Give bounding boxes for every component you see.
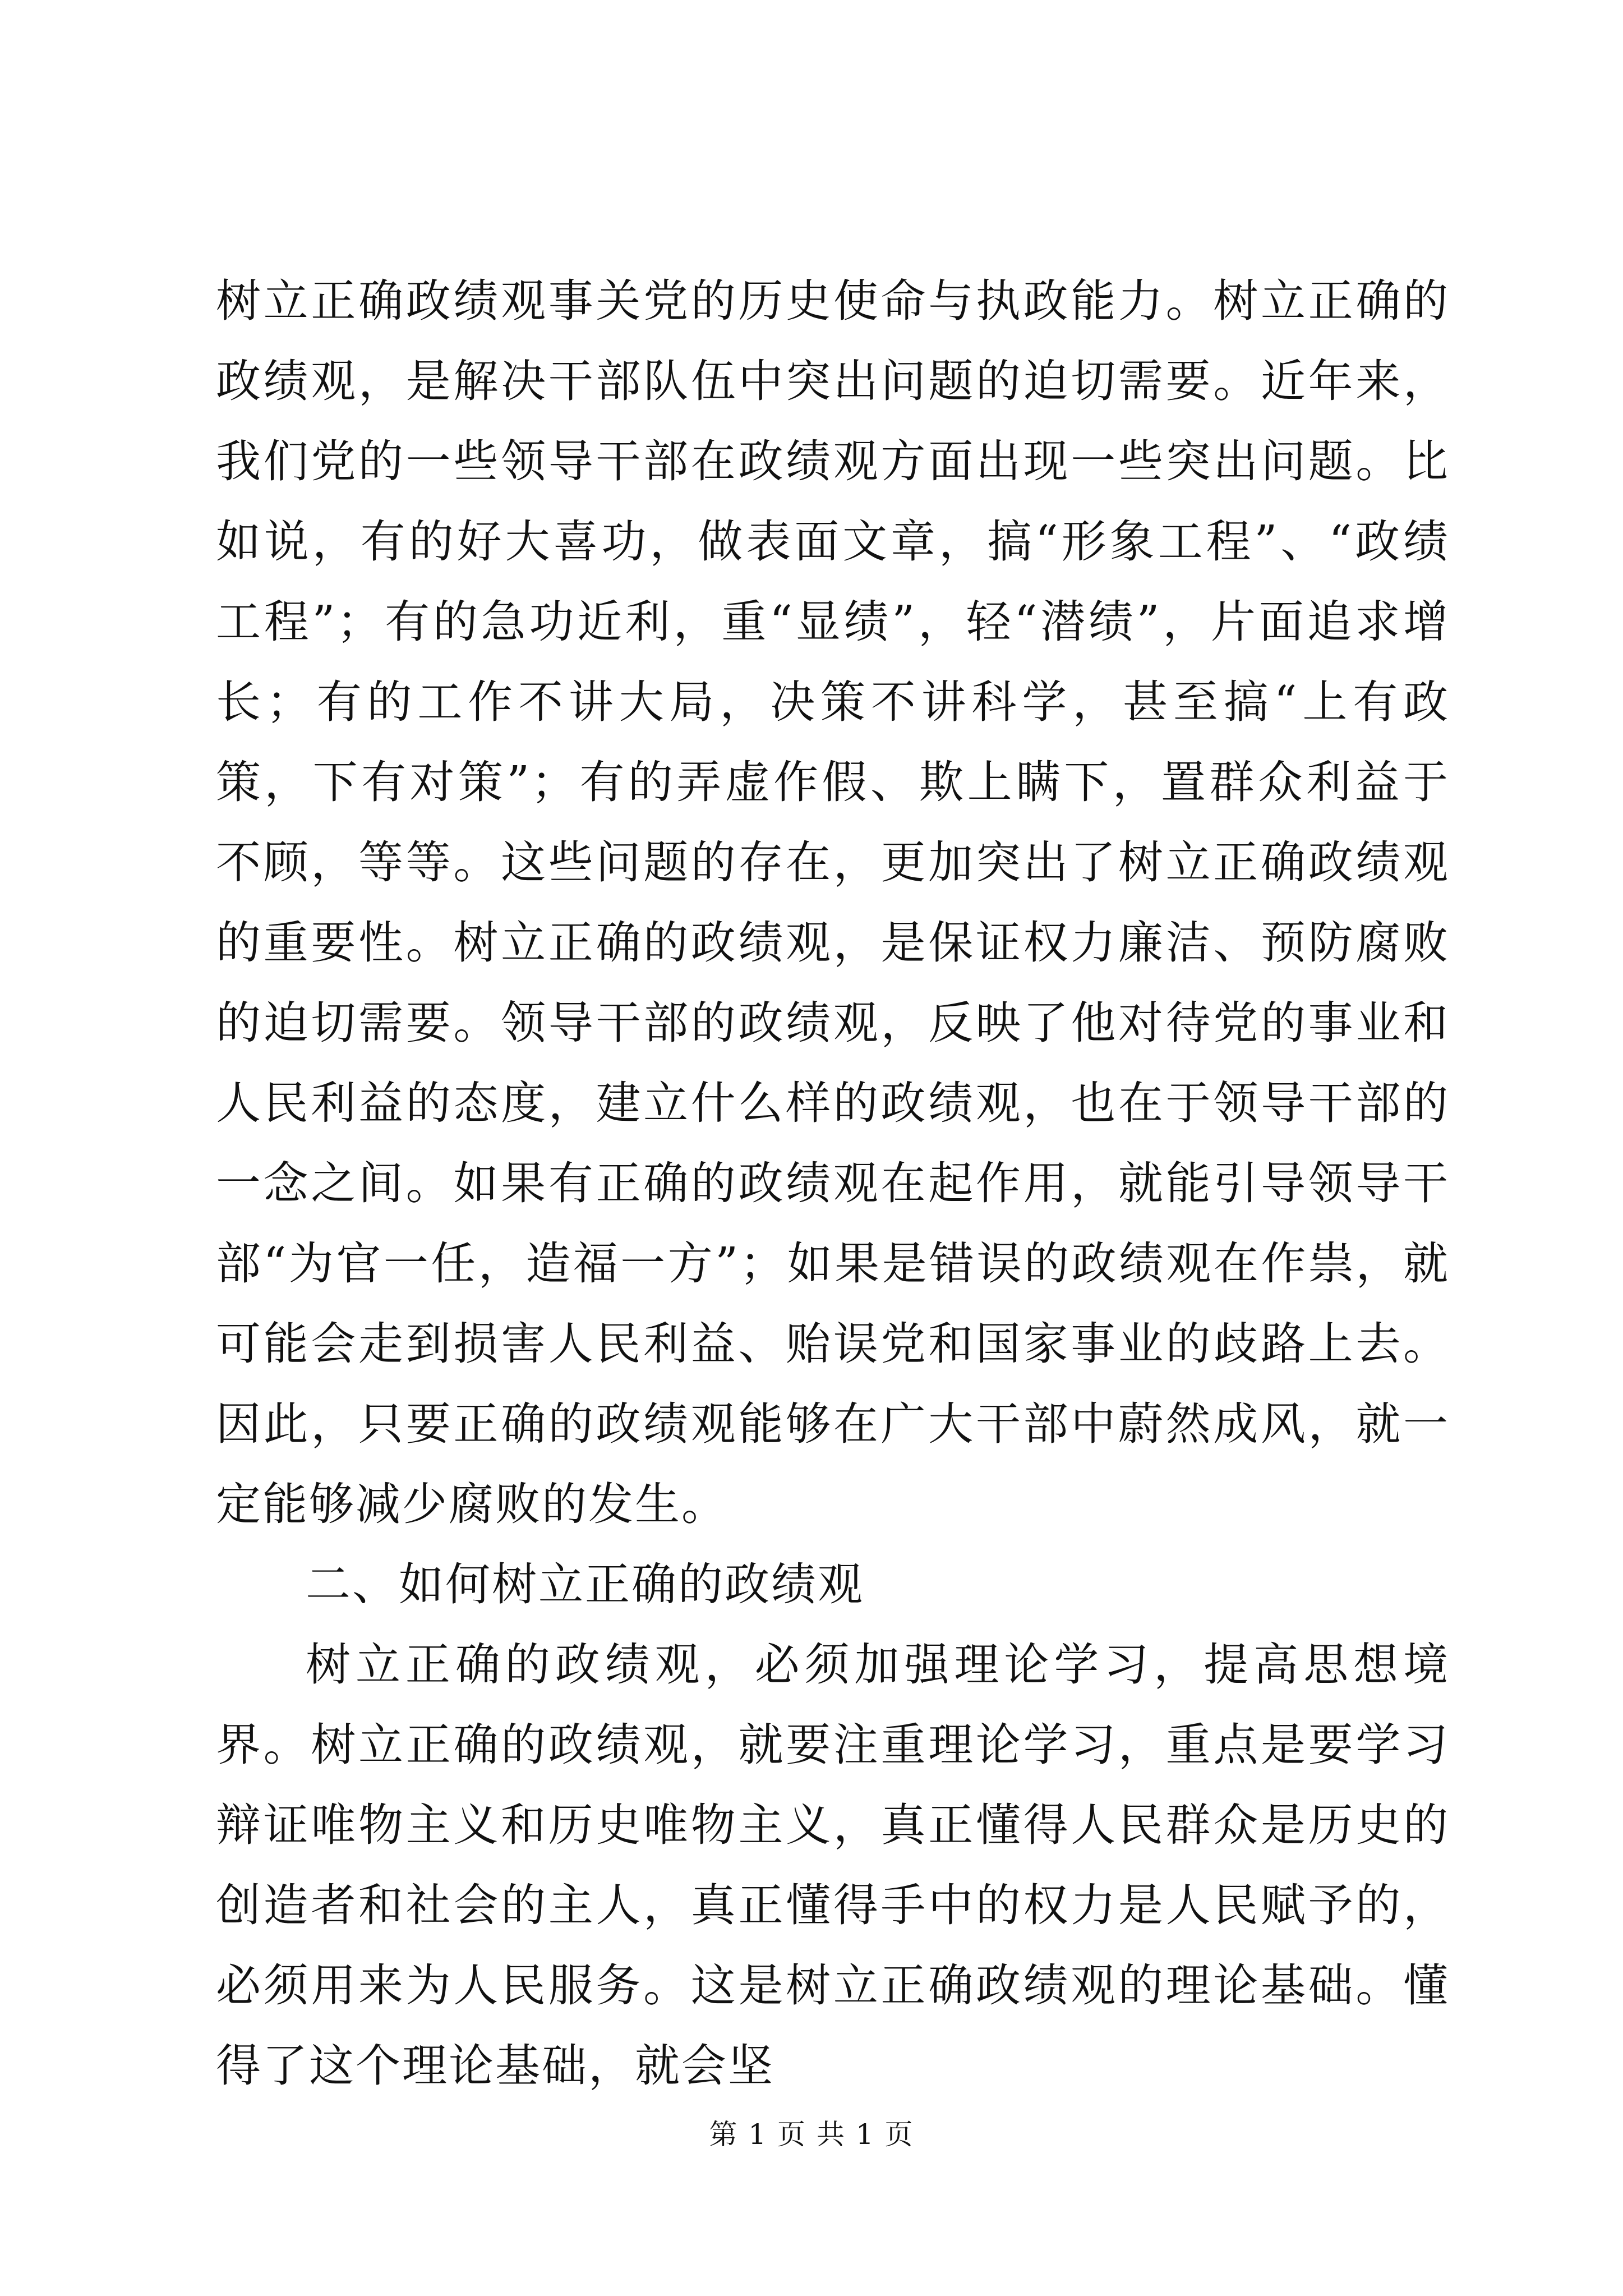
document-body (216, 261, 1450, 2106)
paragraph-theory-study: 树立正确的政绩观，必须加强理论学习，提高思想境界。树立正确的政绩观，就要注重理论学习，重点是要学习辩证唯物主义和历史唯物主义，真正懂得人民群众是历史的创造者和社会的主人，真正懂得手中的权力是人民赋予的，必须用来为人民服务。这是树立正确政绩观的理论基础。懂得了这个理论基础，就会坚 (216, 1639, 1450, 2092)
paragraph-political-performance: 树立正确政绩观事关党的历史使命与执政能力。树立正确的政绩观，是解决干部队伍中突出问题的迫切需要。近年来，我们党的一些领导干部在政绩观方面出现一些突出问题。比如说，有的好大喜功，做表面文章，搞“形象工程”、“政绩工程”；有的急功近利，重“显绩”，轻“潜绩”，片面追求增长；有的工作不讲大局，决策不讲科学，甚至搞“上有政策，下有对策”；有的弄虚作假、欺上瞒下，置群众利益于不顾，等等。这些问题的存在，更加突出了树立正确政绩观的重要性。树立正确的政绩观，是保证权力廉洁、预防腐败的迫切需要。领导干部的政绩观，反映了他对待党的事业和人民利益的态度，建立什么样的政绩观，也在于领导干部的一念之间。如果有正确的政绩观在起作用，就能引导领导干部“为官一任，造福一方”；如果是错误的政绩观在作祟，就可能会走到损害人民利益、贻误党和国家事业的歧路上去。因此，只要正确的政绩观能够在广大干部中蔚然成风，就一定能够减少腐败的发生。 (216, 275, 1450, 1530)
page-footer: 第 1 页 共 1 页 (709, 2118, 914, 2151)
section-heading: 二、如何树立正确的政绩观 (306, 1558, 864, 1611)
